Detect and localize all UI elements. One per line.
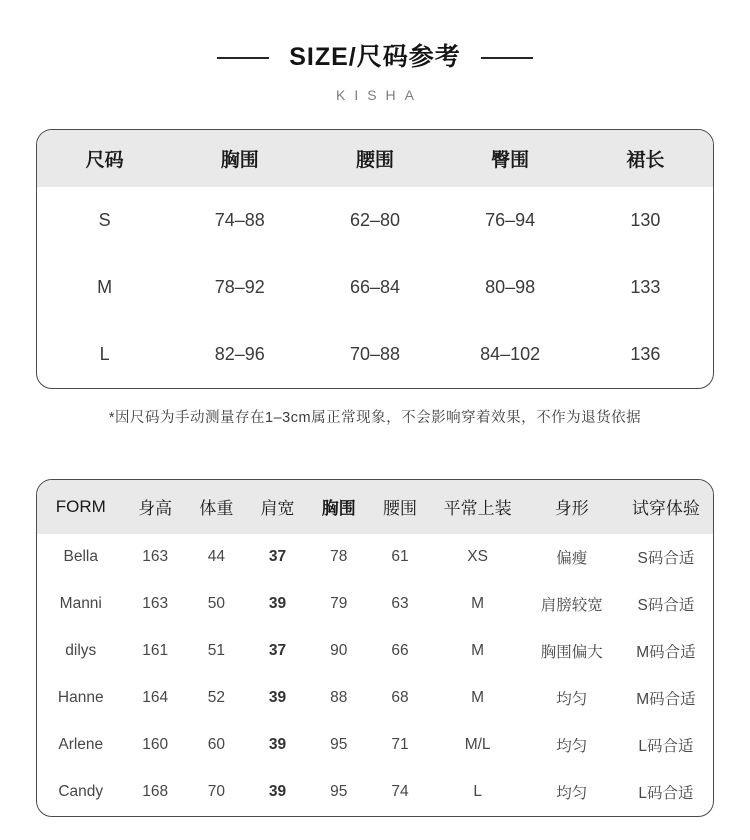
table-row bbox=[37, 534, 713, 581]
fit-table-cell: M bbox=[471, 595, 485, 612]
size-table-body bbox=[37, 187, 713, 388]
fit-table-cell: 偏瘦 bbox=[556, 550, 588, 567]
size-table-cell: 130 bbox=[630, 209, 661, 230]
fit-table-header-cell: 身高 bbox=[125, 480, 186, 534]
size-table-cell: 62–80 bbox=[349, 209, 400, 230]
fit-table-cell: 68 bbox=[391, 689, 409, 706]
fit-table-cell: 70 bbox=[207, 783, 225, 800]
fit-table-cell: 50 bbox=[207, 595, 225, 612]
fit-table-cell: S码合适 bbox=[637, 597, 695, 614]
fit-table-header-row bbox=[37, 480, 713, 534]
table-row bbox=[37, 628, 713, 675]
fit-table-cell: 90 bbox=[330, 642, 348, 659]
size-table-cell: M bbox=[97, 276, 113, 297]
table-row bbox=[37, 722, 713, 769]
fit-table-cell: M/L bbox=[464, 736, 491, 753]
fit-table-cell: M码合适 bbox=[636, 691, 696, 708]
fit-table-cell: XS bbox=[467, 548, 488, 565]
fit-table-cell: Manni bbox=[59, 595, 102, 612]
fit-table-cell: 61 bbox=[391, 548, 409, 565]
fit-table-cell: 63 bbox=[391, 595, 409, 612]
table-row bbox=[37, 187, 713, 254]
brand-name: KISHA bbox=[335, 86, 423, 103]
fit-table-cell: L码合适 bbox=[638, 785, 694, 802]
fit-table-header-cell: 平常上装 bbox=[431, 480, 525, 534]
size-table-cell: 70–88 bbox=[349, 343, 400, 364]
fit-table-cell: dilys bbox=[65, 642, 97, 659]
fit-table-cell: 60 bbox=[207, 736, 225, 753]
fit-table-cell: 71 bbox=[391, 736, 409, 753]
size-table-head bbox=[37, 130, 713, 187]
fit-table-cell: 168 bbox=[142, 783, 169, 800]
fit-table-cell: 均匀 bbox=[556, 785, 588, 802]
table-row bbox=[37, 581, 713, 628]
fit-table-cell: 37 bbox=[268, 548, 287, 565]
size-table-cell: S bbox=[98, 209, 111, 230]
fit-table-cell: M bbox=[471, 689, 485, 706]
fit-table-cell: 79 bbox=[330, 595, 348, 612]
size-table-header-row bbox=[37, 130, 713, 187]
fit-table-cell: L bbox=[473, 783, 482, 800]
fit-table-card bbox=[36, 479, 714, 817]
fit-table-cell: Hanne bbox=[57, 689, 104, 706]
fit-table-cell: 160 bbox=[142, 736, 169, 753]
size-table-cell: 76–94 bbox=[485, 209, 536, 230]
fit-table-cell: 均匀 bbox=[556, 691, 588, 708]
size-table-header-cell: 臀围 bbox=[443, 130, 578, 187]
fit-table-cell: 肩膀较宽 bbox=[540, 597, 603, 614]
fit-table-cell: 51 bbox=[207, 642, 225, 659]
fit-table-header-cell: 胸围 bbox=[308, 480, 369, 534]
fit-table-cell: 88 bbox=[330, 689, 348, 706]
size-table-card bbox=[36, 129, 714, 389]
title-left-dash bbox=[217, 57, 269, 59]
fit-table-cell: 39 bbox=[268, 783, 287, 800]
fit-table-cell: 163 bbox=[142, 548, 169, 565]
table-row bbox=[37, 769, 713, 816]
fit-table-cell: 164 bbox=[142, 689, 169, 706]
fit-table-cell: 均匀 bbox=[556, 738, 588, 755]
size-table-header-cell: 尺码 bbox=[37, 130, 172, 187]
fit-table-cell: Arlene bbox=[58, 736, 104, 753]
size-table-header-cell: 腰围 bbox=[307, 130, 442, 187]
fit-table-header-cell: 腰围 bbox=[369, 480, 430, 534]
table-row bbox=[37, 254, 713, 321]
fit-table-cell: 95 bbox=[330, 736, 348, 753]
size-table-cell: 82–96 bbox=[214, 343, 265, 364]
measurement-note: *因尺码为手动测量存在1–3cm属正常现象，不会影响穿着效果，不作为退货依据 bbox=[108, 409, 642, 426]
size-table-cell: L bbox=[99, 343, 110, 364]
fit-table-cell: 39 bbox=[268, 595, 287, 612]
fit-table-cell: 78 bbox=[330, 548, 348, 565]
size-table-cell: 84–102 bbox=[480, 343, 541, 364]
fit-table-cell: M码合适 bbox=[636, 644, 696, 661]
size-table-cell: 133 bbox=[630, 276, 661, 297]
fit-table-body bbox=[37, 534, 713, 816]
fit-table-cell: S码合适 bbox=[637, 550, 695, 567]
fit-table-cell: 39 bbox=[268, 689, 287, 706]
fit-table-cell: Bella bbox=[63, 548, 98, 565]
size-table-header-cell: 裙长 bbox=[578, 130, 713, 187]
fit-table-cell: M bbox=[471, 642, 485, 659]
fit-table-cell: 66 bbox=[391, 642, 409, 659]
fit-table-cell: 95 bbox=[330, 783, 348, 800]
page-header bbox=[0, 0, 750, 103]
fit-table-cell: 74 bbox=[391, 783, 409, 800]
fit-table-header-cell: 体重 bbox=[186, 480, 247, 534]
fit-table-cell: 52 bbox=[207, 689, 225, 706]
fit-table-header-cell: 身形 bbox=[525, 480, 619, 534]
size-table-header-cell: 胸围 bbox=[172, 130, 307, 187]
title-row bbox=[0, 44, 750, 72]
fit-table-cell: 37 bbox=[268, 642, 287, 659]
size-table-cell: 74–88 bbox=[214, 209, 265, 230]
size-table-cell: 136 bbox=[630, 343, 661, 364]
fit-table-cell: 163 bbox=[142, 595, 169, 612]
size-table bbox=[37, 130, 713, 388]
fit-table-cell: 44 bbox=[207, 548, 225, 565]
fit-table-cell: L码合适 bbox=[638, 738, 694, 755]
title-right-dash bbox=[481, 57, 533, 59]
fit-table-cell: Candy bbox=[58, 783, 104, 800]
size-table-cell: 78–92 bbox=[214, 276, 265, 297]
size-table-cell: 66–84 bbox=[349, 276, 400, 297]
fit-table-header-cell: FORM bbox=[37, 480, 125, 534]
table-row bbox=[37, 321, 713, 388]
fit-table-cell: 胸围偏大 bbox=[540, 644, 603, 661]
fit-table-header-cell: 肩宽 bbox=[247, 480, 308, 534]
page-title: SIZE/尺码参考 bbox=[289, 43, 461, 71]
fit-table-header-cell: 试穿体验 bbox=[619, 480, 713, 534]
fit-table-cell: 39 bbox=[268, 736, 287, 753]
size-table-cell: 80–98 bbox=[485, 276, 536, 297]
table-row bbox=[37, 675, 713, 722]
fit-table-head bbox=[37, 480, 713, 534]
fit-table-cell: 161 bbox=[142, 642, 169, 659]
fit-table bbox=[37, 480, 713, 816]
